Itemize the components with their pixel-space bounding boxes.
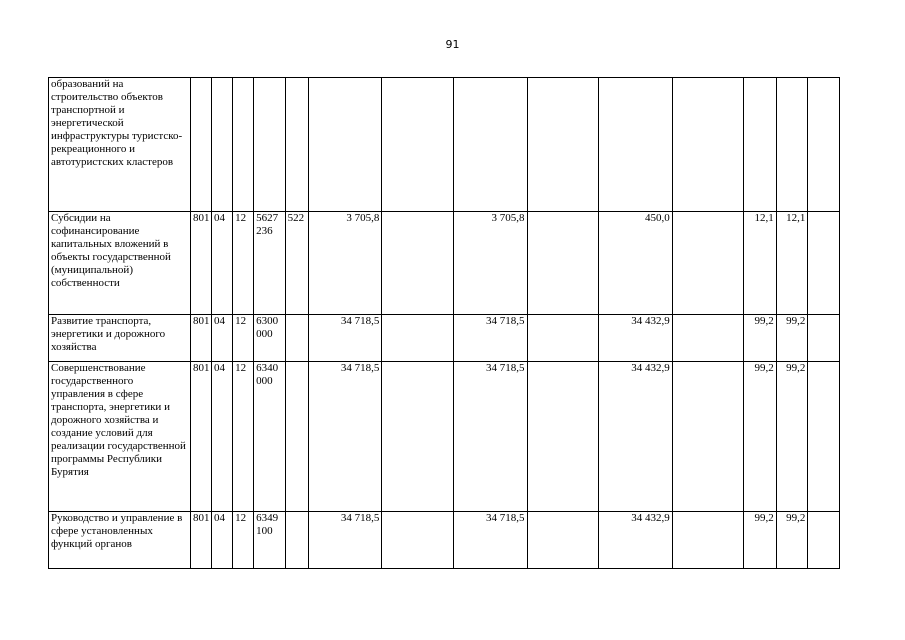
row-name: Руководство и управление в сфере установленных функций органов — [49, 512, 191, 569]
cell-target-code — [254, 78, 286, 212]
cell-section-code: 04 — [212, 212, 233, 315]
cell-ministry-code: 801 — [191, 315, 212, 362]
cell-value-1 — [308, 78, 382, 212]
table-row — [49, 212, 840, 315]
cell-target-code: 6300 000 — [254, 315, 286, 362]
cell-section-code: 04 — [212, 315, 233, 362]
cell-value-8 — [776, 78, 808, 212]
cell-value-5: 34 432,9 — [599, 315, 673, 362]
table-row — [49, 362, 840, 512]
cell-value-6 — [672, 315, 744, 362]
cell-value-9 — [808, 78, 840, 212]
cell-target-code: 6349 100 — [254, 512, 286, 569]
cell-expense-type-code — [285, 78, 308, 212]
cell-value-2 — [382, 315, 454, 362]
cell-value-7: 99,2 — [744, 512, 777, 569]
cell-target-code: 6340 000 — [254, 362, 286, 512]
cell-value-8: 99,2 — [776, 315, 808, 362]
cell-value-4 — [527, 362, 599, 512]
cell-value-8: 12,1 — [776, 212, 808, 315]
cell-value-6 — [672, 362, 744, 512]
cell-subsection-code: 12 — [233, 362, 254, 512]
cell-value-8: 99,2 — [776, 362, 808, 512]
cell-value-1: 3 705,8 — [308, 212, 382, 315]
row-name: Субсидии на софинансирование капитальных вложений в объекты государственной (муниципальной) собственности — [49, 212, 191, 315]
cell-value-5: 34 432,9 — [599, 362, 673, 512]
cell-value-2 — [382, 212, 454, 315]
cell-section-code: 04 — [212, 362, 233, 512]
cell-value-3: 34 718,5 — [453, 512, 527, 569]
table-row — [49, 315, 840, 362]
row-name: Развитие транспорта, энергетики и дорожного хозяйства — [49, 315, 191, 362]
cell-value-2 — [382, 78, 454, 212]
cell-expense-type-code — [285, 362, 308, 512]
cell-value-7: 99,2 — [744, 315, 777, 362]
cell-value-5 — [599, 78, 673, 212]
cell-subsection-code: 12 — [233, 212, 254, 315]
row-name: Совершенствование государственного управления в сфере транспорта, энергетики и дорожного хозяйства и создание условий для реализации государственной программы Республики Бурятия — [49, 362, 191, 512]
cell-value-4 — [527, 315, 599, 362]
cell-value-6 — [672, 212, 744, 315]
cell-value-7: 99,2 — [744, 362, 777, 512]
cell-value-3 — [453, 78, 527, 212]
cell-value-1: 34 718,5 — [308, 315, 382, 362]
cell-target-code: 5627 236 — [254, 212, 286, 315]
cell-value-3: 34 718,5 — [453, 362, 527, 512]
cell-value-5: 34 432,9 — [599, 512, 673, 569]
cell-value-9 — [808, 212, 840, 315]
cell-value-1: 34 718,5 — [308, 362, 382, 512]
cell-value-3: 34 718,5 — [453, 315, 527, 362]
cell-subsection-code: 12 — [233, 512, 254, 569]
cell-expense-type-code: 522 — [285, 212, 308, 315]
page-number: 91 — [445, 38, 460, 51]
cell-ministry-code: 801 — [191, 512, 212, 569]
cell-value-2 — [382, 362, 454, 512]
cell-value-4 — [527, 212, 599, 315]
cell-value-5: 450,0 — [599, 212, 673, 315]
cell-value-8: 99,2 — [776, 512, 808, 569]
cell-value-3: 3 705,8 — [453, 212, 527, 315]
cell-value-9 — [808, 512, 840, 569]
cell-value-6 — [672, 78, 744, 212]
cell-section-code: 04 — [212, 512, 233, 569]
cell-value-7 — [744, 78, 777, 212]
cell-ministry-code — [191, 78, 212, 212]
table-row — [49, 512, 840, 569]
cell-ministry-code: 801 — [191, 362, 212, 512]
budget-table — [48, 77, 840, 569]
cell-value-7: 12,1 — [744, 212, 777, 315]
cell-value-2 — [382, 512, 454, 569]
cell-expense-type-code — [285, 315, 308, 362]
cell-value-6 — [672, 512, 744, 569]
cell-value-1: 34 718,5 — [308, 512, 382, 569]
cell-value-4 — [527, 78, 599, 212]
cell-value-9 — [808, 315, 840, 362]
cell-expense-type-code — [285, 512, 308, 569]
cell-section-code — [212, 78, 233, 212]
cell-ministry-code: 801 — [191, 212, 212, 315]
cell-value-4 — [527, 512, 599, 569]
row-name: образований на строительство объектов транспортной и энергетической инфраструктуры туристско-рекреационного и автотуристских кластеров — [49, 78, 191, 212]
table-row — [49, 78, 840, 212]
cell-value-9 — [808, 362, 840, 512]
cell-subsection-code — [233, 78, 254, 212]
cell-subsection-code: 12 — [233, 315, 254, 362]
